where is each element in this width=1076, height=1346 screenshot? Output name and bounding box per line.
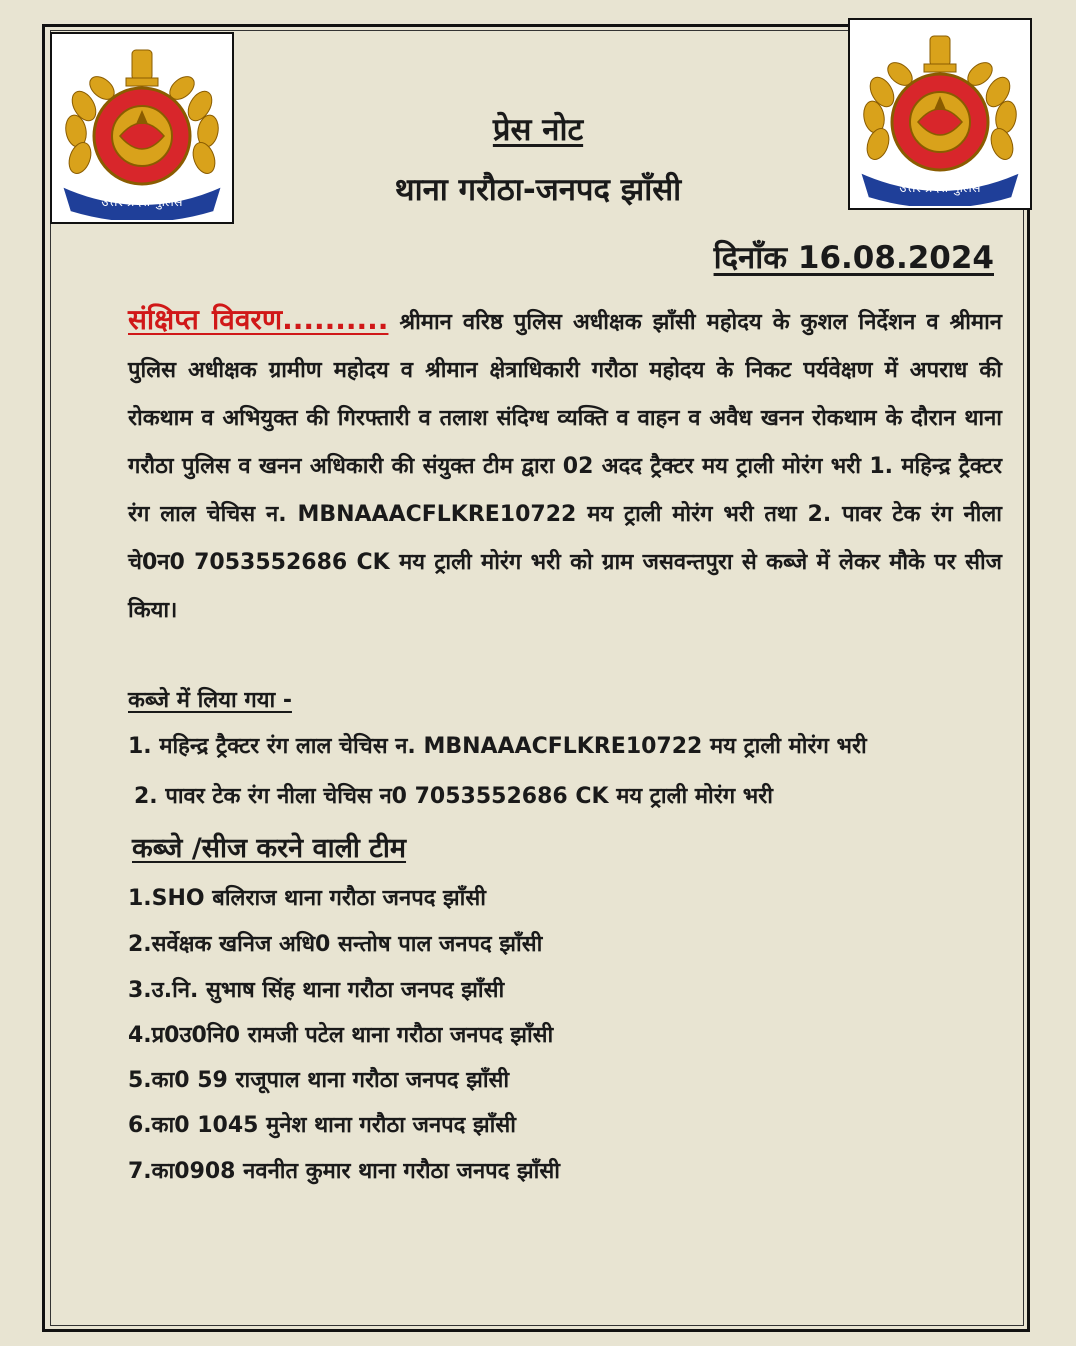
svg-text:उत्तर प्रदेश पुलिस: उत्तर प्रदेश पुलिस	[899, 181, 981, 196]
svg-text:उत्तर प्रदेश पुलिस: उत्तर प्रदेश पुलिस	[101, 195, 183, 210]
seized-heading: कब्जे में लिया गया -	[128, 688, 292, 713]
seized-item: 1. महिन्द्र ट्रैक्टर रंग लाल चेचिस न. MBNAAACFLKRE10722 मय ट्राली मोरंग भरी	[128, 734, 867, 759]
press-note-date: दिनाँक 16.08.2024	[713, 240, 994, 276]
press-note-title-text: प्रेस नोट	[492, 112, 584, 148]
summary-text: श्रीमान वरिष्ठ पुलिस अधीक्षक झाँसी महोदय के कुशल निर्देशन व श्रीमान पुलिस अधीक्षक ग्रामीण महोदय व श्रीमान क्षेत्राधिकारी गरौठा महोदय के निकट पर्यवेक्षण में अपराध की रोकथाम व अभियुक्त की गिरफ्तारी व तलाश संदिग्ध व्यक्ति व वाहन व अवैध खनन रोकथाम के दौरान थाना गरौठा पुलिस व खनन अधिकारी की संयुक्त टीम द्वारा 02 अदद ट्रैक्टर मय ट्राली मोरंग भरी 1. महिन्द्र ट्रैक्टर रंग लाल चेचिस न. MBNAAACFLKRE10722 मय ट्राली मोरंग भरी तथा 2. पावर टेक रंग नीला चे0न0 7053552686 CK मय ट्राली मोरंग भरी को ग्राम जसवन्तपुरा से कब्जे में लेकर मौके पर सीज किया।	[128, 310, 1002, 623]
team-member: 3.उ.नि. सुभाष सिंह थाना गरौठा जनपद झाँसी	[128, 978, 505, 1003]
summary-paragraph	[128, 296, 1002, 635]
team-member: 1.SHO बलिराज थाना गरौठा जनपद झाँसी	[128, 886, 486, 911]
team-member: 4.प्र0उ0नि0 रामजी पटेल थाना गरौठा जनपद झाँसी	[128, 1023, 554, 1048]
police-station-subtitle: थाना गरौठा-जनपद झाँसी	[394, 172, 682, 208]
seized-item: 2. पावर टेक रंग नीला चेचिस न0 7053552686 CK मय ट्राली मोरंग भरी	[134, 784, 773, 809]
team-member: 6.का0 1045 मुनेश थाना गरौठा जनपद झाँसी	[128, 1113, 516, 1138]
summary-label: संक्षिप्त विवरण..........	[128, 303, 389, 336]
team-member: 2.सर्वेक्षक खनिज अधि0 सन्तोष पाल जनपद झाँसी	[128, 932, 543, 957]
press-note-title	[0, 108, 1076, 150]
team-heading: कब्जे /सीज करने वाली टीम	[132, 833, 407, 864]
team-member: 7.का0908 नवनीत कुमार थाना गरौठा जनपद झाँसी	[128, 1159, 560, 1184]
team-member: 5.का0 59 राजूपाल थाना गरौठा जनपद झाँसी	[128, 1068, 510, 1093]
